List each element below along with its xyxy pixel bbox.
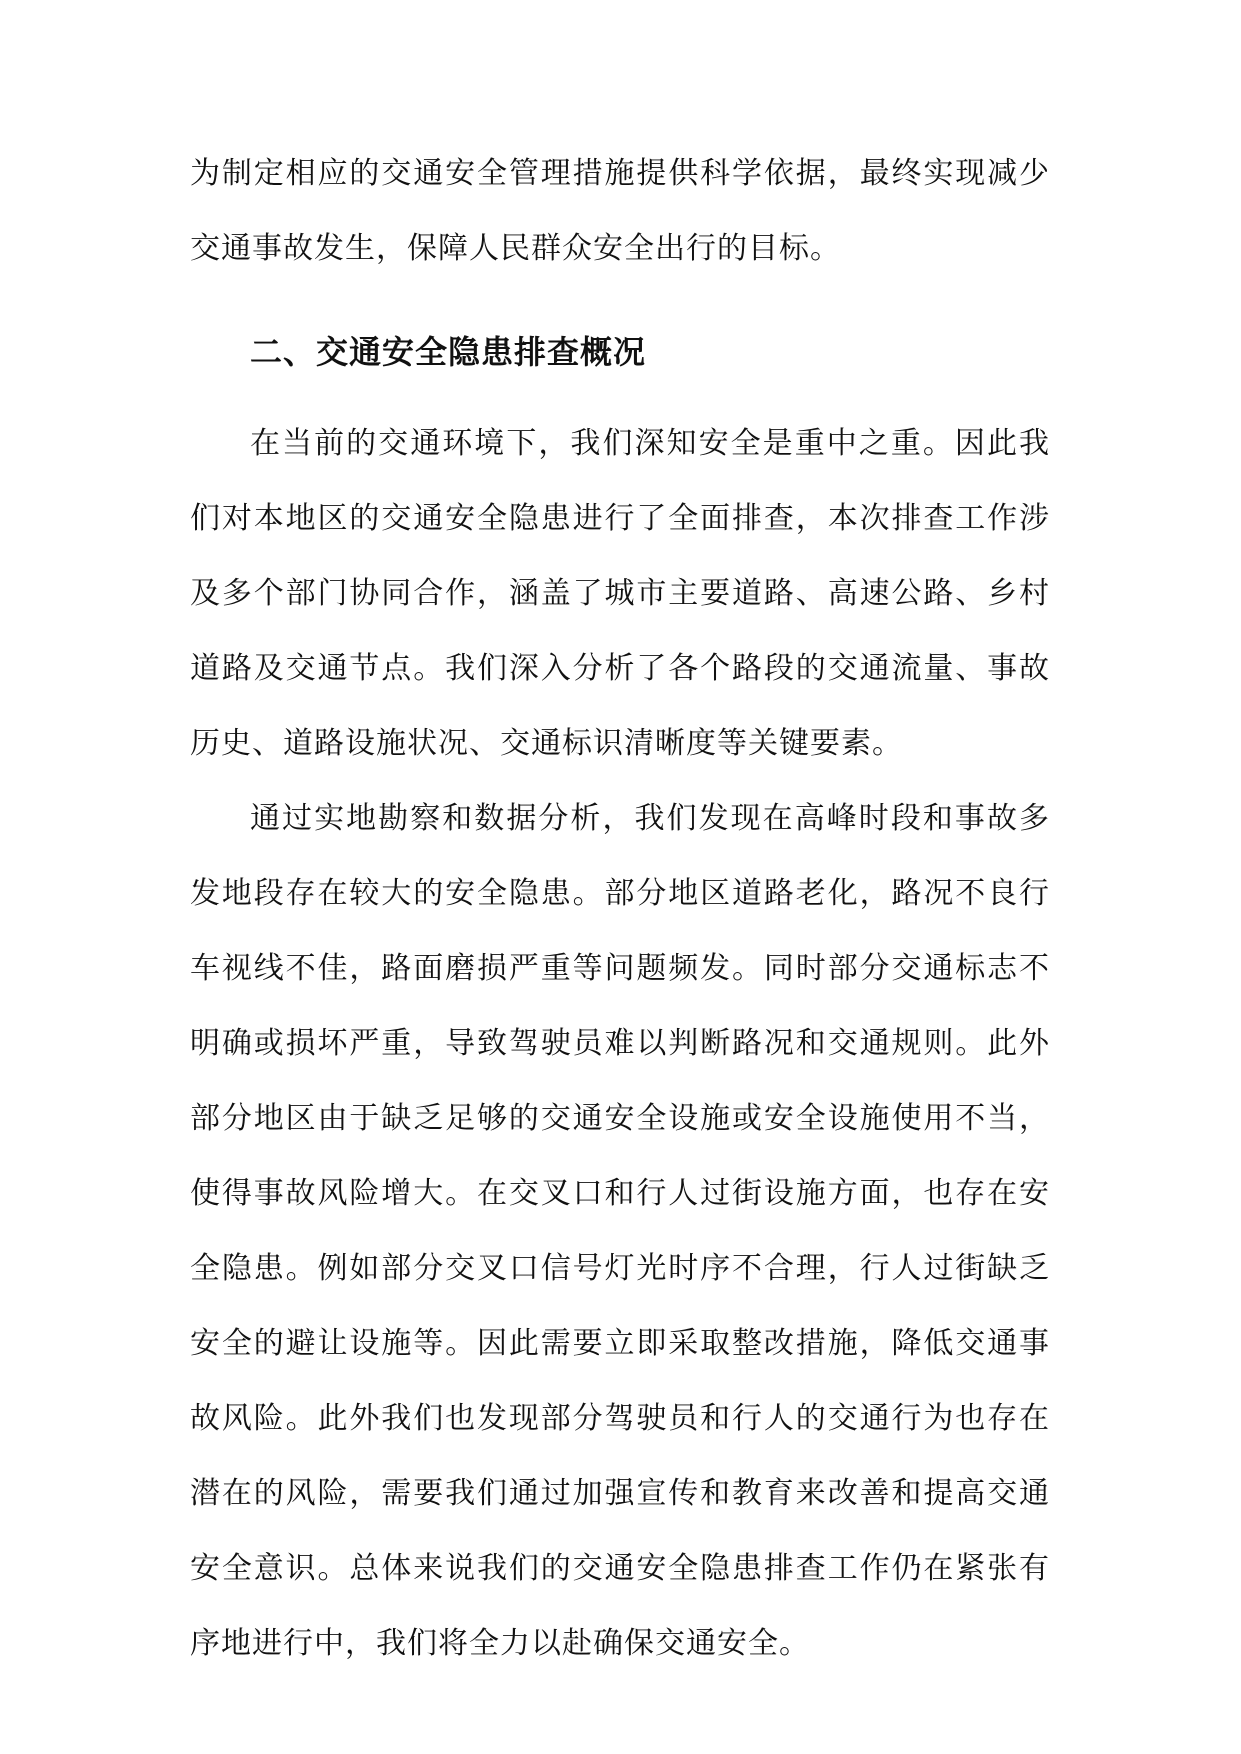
- body-paragraph-2: 通过实地勘察和数据分析，我们发现在高峰时段和事故多发地段存在较大的安全隐患。部分地区道路老化，路况不良行车视线不佳，路面磨损严重等问题频发。同时部分交通标志不明确或损坏严重，导致驾驶员难以判断路况和交通规则。此外部分地区由于缺乏足够的交通安全设施或安全设施使用不当，使得事故风险增大。在交叉口和行人过街设施方面，也存在安全隐患。例如部分交叉口信号灯光时序不合理，行人过街缺乏安全的避让设施等。因此需要立即采取整改措施，降低交通事故风险。此外我们也发现部分驾驶员和行人的交通行为也存在潜在的风险，需要我们通过加强宣传和教育来改善和提高交通安全意识。总体来说我们的交通安全隐患排查工作仍在紧张有序地进行中，我们将全力以赴确保交通安全。: [190, 801, 1050, 1661]
- continuation-paragraph: 为制定相应的交通安全管理措施提供科学依据，最终实现减少交通事故发生，保障人民群众安全出行的目标。: [190, 156, 1050, 266]
- section-heading: 二、交通安全隐患排查概况: [250, 333, 647, 371]
- body-paragraph-1: 在当前的交通环境下，我们深知安全是重中之重。因此我们对本地区的交通安全隐患进行了全面排查，本次排查工作涉及多个部门协同合作，涵盖了城市主要道路、高速公路、乡村道路及交通节点。我们深入分析了各个路段的交通流量、事故历史、道路设施状况、交通标识清晰度等关键要素。: [190, 426, 1050, 761]
